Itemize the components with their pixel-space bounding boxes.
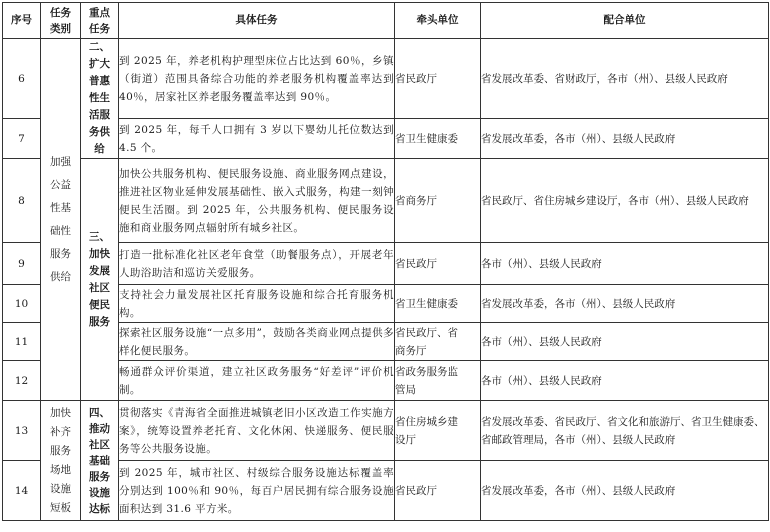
lead-unit-cell: 省民政厅 [395,243,481,285]
coop-unit-cell: 各市（州）、县级人民政府 [481,361,769,401]
row-number: 8 [3,159,41,243]
table-row [3,401,769,461]
task-cell: 到 2025 年，养老机构护理型床位占比达到 60％，乡镇（街道）范围具备综合功能的养老服务机构覆盖率达到 40％，居家社区养老服务覆盖率达到 90％。 [119,39,395,119]
header-coop: 配合单位 [481,3,769,39]
row-number: 13 [3,401,41,461]
coop-unit-cell: 各市（州）、县级人民政府 [481,323,769,361]
task-cell: 支持社会力量发展社区托育服务设施和综合托育服务机构。 [119,285,395,323]
category-cell: 加快 补齐 服务 场地 设施 短板 [41,401,81,521]
lead-unit-cell: 省商务厅 [395,159,481,243]
lead-unit-cell: 省卫生健康委 [395,285,481,323]
lead-unit-cell: 省民政厅、省 商务厅 [395,323,481,361]
row-number: 7 [3,119,41,159]
table-row [3,159,769,243]
coop-unit-cell: 省民政厅、省住房城乡建设厅，各市（州）、县级人民政府 [481,159,769,243]
task-cell: 打造一批标准化社区老年食堂（助餐服务点），开展老年人助浴助洁和巡访关爱服务。 [119,243,395,285]
header-key-task: 重点任务 [81,3,119,39]
task-cell: 加快公共服务机构、便民服务设施、商业服务网点建设，推进社区物业延伸发展基础性、嵌入式服务，构建一刻钟便民生活圈。到 2025 年，公共服务机构、便民服务设施和商业服务网点辐射所有城乡社区。 [119,159,395,243]
header-lead: 牵头单位 [395,3,481,39]
header-seq: 序号 [3,3,41,39]
table-row [3,39,769,119]
task-cell: 到 2025 年，每千人口拥有 3 岁以下婴幼儿托位数达到 4.5 个。 [119,119,395,159]
key-task-cell: 四、 推动 社区 基础 服务 设施 达标 [81,401,119,521]
coop-unit-cell: 省发展改革委、省财政厅，各市（州）、县级人民政府 [481,39,769,119]
key-task-cell: 三、 加快 发展 社区 便民 服务 [81,159,119,401]
lead-unit-cell: 省住房城乡建 设厅 [395,401,481,461]
header-category: 任务类别 [41,3,81,39]
task-cell: 探索社区服务设施“一点多用”，鼓励各类商业网点提供多样化便民服务。 [119,323,395,361]
header-task: 具体任务 [119,3,395,39]
lead-unit-cell: 省民政厅 [395,461,481,521]
coop-unit-cell: 省发展改革委、省民政厅、省文化和旅游厅、省卫生健康委、省邮政管理局，各市（州）、县级人民政府 [481,401,769,461]
coop-unit-cell: 省发展改革委，各市（州）、县级人民政府 [481,285,769,323]
lead-unit-cell: 省政务服务监 管局 [395,361,481,401]
row-number: 10 [3,285,41,323]
key-task-cell: 二、 扩大 普惠 性生 活服 务供 给 [81,39,119,159]
coop-unit-cell: 各市（州）、县级人民政府 [481,243,769,285]
row-number: 6 [3,39,41,119]
category-cell: 加强 公益 性基 础性 服务 供给 [41,39,81,401]
task-cell: 畅通群众评价渠道，建立社区政务服务“好差评”评价机制。 [119,361,395,401]
lead-unit-cell: 省卫生健康委 [395,119,481,159]
task-table [2,2,769,521]
header-row [3,3,769,39]
row-number: 11 [3,323,41,361]
coop-unit-cell: 省发展改革委，各市（州）、县级人民政府 [481,119,769,159]
row-number: 14 [3,461,41,521]
coop-unit-cell: 省发展改革委，各市（州）、县级人民政府 [481,461,769,521]
lead-unit-cell: 省民政厅 [395,39,481,119]
row-number: 12 [3,361,41,401]
task-cell: 到 2025 年，城市社区、村级综合服务设施达标覆盖率分别达到 100％和 90％，每百户居民拥有综合服务设施面积达到 31.6 平方米。 [119,461,395,521]
task-cell: 贯彻落实《青海省全面推进城镇老旧小区改造工作实施方案》，统筹设置养老托育、文化休闲、快递服务、便民服务等公共服务设施。 [119,401,395,461]
row-number: 9 [3,243,41,285]
